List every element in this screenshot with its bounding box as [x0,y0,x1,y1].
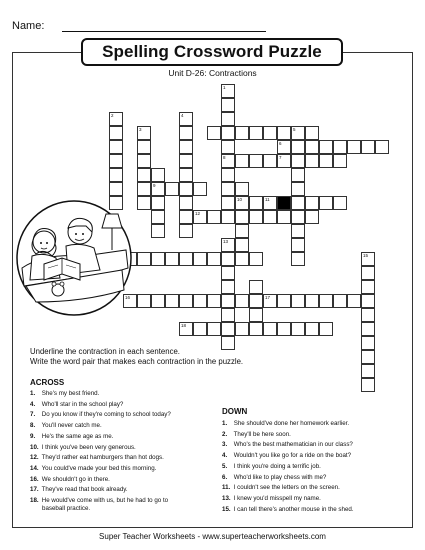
clue-text: We shouldn't go in there. [40,475,110,483]
clue-number: 17. [30,486,39,494]
grid-clue-number: 9 [153,183,156,188]
name-field-line[interactable] [62,31,266,32]
clue-text: Do you know if they're coming to school today? [40,411,171,419]
clue-number: 10. [30,443,39,451]
clue-text: I knew you'd misspell my name. [232,494,321,502]
down-heading: DOWN [222,407,248,416]
clue-number: 4. [222,452,228,460]
clue-text: You'll never catch me. [40,422,102,430]
clue-number: 3. [222,441,228,449]
clue-number: 14. [30,464,39,472]
grid-clue-number: 18 [181,323,187,328]
clue-text: They'll be here soon. [232,430,291,438]
clue-number: 11. [222,484,231,492]
across-clue [30,454,220,462]
clue-text: Who'd like to play chess with me? [232,473,327,481]
across-clue [30,476,220,484]
clue-text: Who's the best mathematician in our class? [232,441,353,449]
across-clue [30,401,220,409]
instructions-line-1: Underline the contraction in each sentence. [30,347,180,356]
across-clue [30,497,220,512]
clue-number: 15. [222,505,231,513]
grid-clue-number: 16 [125,295,131,300]
clue-text: I think you're doing a terrific job. [232,462,321,470]
clue-number: 8. [30,422,36,430]
grid-clue-number: 3 [139,127,142,132]
grid-clue-number: 15 [363,253,369,258]
grid-clue-number: 10 [237,197,243,202]
down-clue [222,474,412,482]
grid-clue-number: 1 [223,85,226,90]
grid-clue-number: 4 [181,113,184,118]
clue-text: He would've come with us, but he had to go to [40,497,169,504]
title-box [81,38,343,66]
down-clue [222,420,412,428]
footer[interactable]: Super Teacher Worksheets - www.superteacherworksheets.com [99,532,326,541]
grid-clue-number: 6 [279,141,282,146]
across-clue [30,465,220,473]
clue-text: They've read that book already. [40,486,128,494]
clue-number: 16. [30,475,39,483]
name-row [12,20,44,32]
across-clue [30,433,220,441]
clue-text: I can tell there's another mouse in the shed. [232,505,354,513]
clue-number: 7. [30,411,36,419]
clue-text-continued: baseball practice. [42,504,91,512]
across-clue [30,486,220,494]
clue-text: They'd rather eat hamburgers than hot dogs. [40,454,164,462]
page-title: Spelling Crossword Puzzle [102,42,322,61]
across-clue [30,390,220,398]
clue-text: Who'll star in the school play? [40,400,124,408]
down-clue [222,452,412,460]
down-clue [222,431,412,439]
clue-text: He's the same age as me. [40,432,114,440]
grid-clue-number: 11 [265,197,270,202]
clue-text: She should've done her homework earlier. [232,420,350,427]
clue-number: 1. [222,420,228,427]
clue-number: 9. [30,432,36,440]
down-clue [222,441,412,449]
clue-number: 4. [30,400,36,408]
grid-clue-number: 17 [265,295,271,300]
clue-number: 2. [222,430,228,438]
grid-clue-number: 12 [195,211,201,216]
grid-clue-number: 7 [279,155,282,160]
across-clue [30,444,220,452]
clue-text: Wouldn't you like go for a ride on the boat? [232,452,352,460]
down-clue [222,506,412,514]
down-clue [222,495,412,503]
across-clue [30,411,220,419]
clue-text: You could've made your bed this morning. [40,464,157,472]
page-subtitle: Unit D-26: Contractions [168,68,257,78]
children-reading-illustration [14,198,134,318]
grid-clue-number: 5 [293,127,296,132]
clue-number: 12. [30,454,39,462]
grid-clue-number: 13 [223,239,229,244]
instructions-line-2: Write the word pair that makes each contraction in the puzzle. [30,357,244,366]
name-label: Name: [12,20,45,32]
down-clue [222,484,412,492]
grid-clue-number: 8 [223,155,226,160]
clue-text: She's my best friend. [40,390,100,397]
clue-text: I think you've been very generous. [40,443,136,451]
across-clue [30,422,220,430]
clue-number: 1. [30,390,36,397]
clue-number: 18. [30,497,39,504]
clue-number: 6. [222,473,228,481]
clue-text: I couldn't see the letters on the screen. [232,484,340,492]
clue-number: 5. [222,462,228,470]
across-heading: ACROSS [30,378,65,387]
instructions [30,347,243,367]
clue-number: 13. [222,494,231,502]
grid-clue-number: 2 [111,113,114,118]
down-clue [222,463,412,471]
